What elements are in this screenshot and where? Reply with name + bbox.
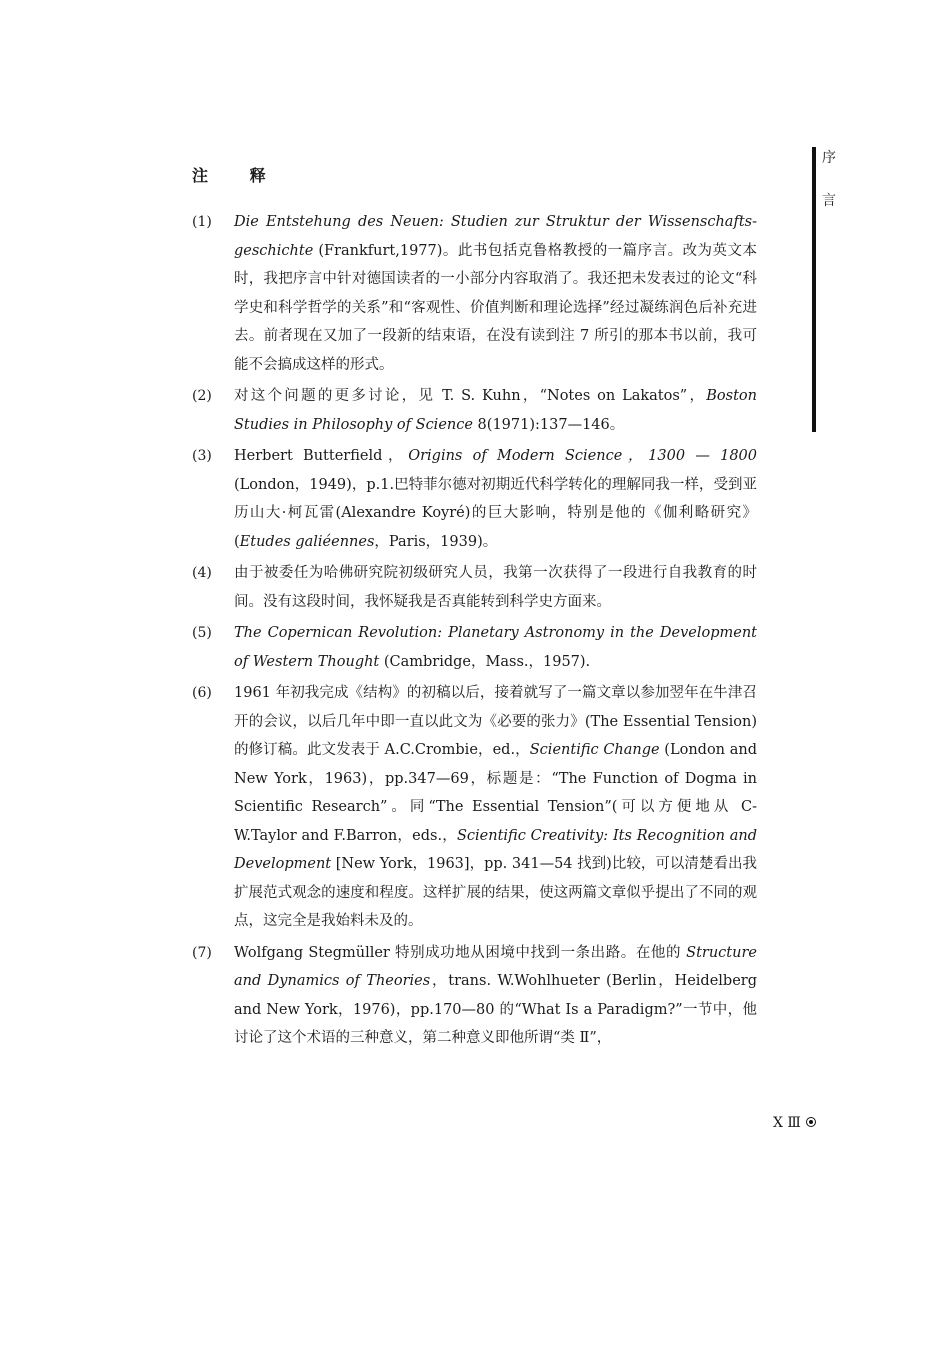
note-segment: Origins of Modern Science，1300 — 1800 bbox=[408, 448, 757, 464]
note-number: (7) bbox=[192, 944, 212, 961]
running-head-char-2: 言 bbox=[822, 193, 836, 209]
note-text bbox=[234, 619, 757, 676]
note-segment: 1961 年初我完成《结构》的初稿以后，接着就写了一篇文章以参加翌年在牛津召开的会议，以后几年中即一直以此文为《必要的张力》(The Essential Tension)的修订稿。此文发表于 A.C.Crombie，ed.， bbox=[234, 685, 757, 758]
note-segment: ，trans. W.Wohlhueter (Berlin，Heidelberg and New York，1976)，pp.170—80 的“What Is a Paradigm?”一节中，他讨论了这个术语的三种意义，第二种意义即他所谓“类 Ⅱ”， bbox=[234, 973, 757, 1046]
note-number: (4) bbox=[192, 565, 212, 581]
note-segment: Wolfgang Stegmüller 特别成功地从困境中找到一条出路。在他的 bbox=[234, 944, 687, 961]
note-number: (5) bbox=[192, 625, 212, 641]
note-segment: Scientific Change bbox=[529, 742, 660, 758]
page-number: Ⅹ Ⅲ bbox=[773, 1115, 801, 1131]
note-segment: 由于被委任为哈佛研究院初级研究人员，我第一次获得了一段进行自我教育的时间。没有这段时间，我怀疑我是否真能转到科学史方面来。 bbox=[234, 565, 757, 610]
note-6 bbox=[192, 679, 757, 936]
note-5 bbox=[192, 619, 757, 676]
note-segment: ，Paris，1939)。 bbox=[374, 533, 498, 550]
note-segment: 8(1971):137—146。 bbox=[472, 416, 625, 433]
note-segment: 对这个问题的更多讨论，见 T. S. Kuhn，“Notes on Lakatos”， bbox=[234, 388, 707, 404]
note-segment: Structure and Dynamics of Theories bbox=[234, 944, 757, 989]
notes-list bbox=[192, 208, 757, 1056]
section-heading: 注 释 bbox=[192, 166, 284, 185]
note-segment: The Copernican Revolution: Planetary Astronomy in the Development of Western Thought bbox=[234, 625, 757, 670]
note-number: (3) bbox=[192, 448, 212, 464]
note-7 bbox=[192, 939, 757, 1053]
note-segment: Die Entstehung des Neuen: Studien zur Struktur der Wissenschafts-geschichte bbox=[234, 214, 757, 259]
note-text bbox=[234, 559, 757, 616]
note-text bbox=[234, 939, 757, 1053]
note-text bbox=[234, 679, 757, 936]
note-segment: Scientific Creativity: Its Recognition and Development bbox=[234, 827, 757, 872]
note-text bbox=[234, 208, 757, 379]
note-segment: (London and New York，1963)，pp.347—69，标题是：“The Function of Dogma in Scientific Research”。同“The Essential Tension”(可以方便地从 C-W.Taylor and F.Barron，eds.， bbox=[234, 742, 757, 844]
note-text bbox=[234, 442, 757, 556]
note-2 bbox=[192, 382, 757, 439]
note-number: (1) bbox=[192, 214, 212, 230]
note-segment: Etudes galiéennes bbox=[239, 533, 375, 550]
note-3 bbox=[192, 442, 757, 556]
note-segment: Boston Studies in Philosophy of Science bbox=[234, 388, 757, 433]
note-segment: Herbert Butterfield， bbox=[234, 448, 409, 464]
note-segment: (London，1949)，p.1.巴特菲尔德对初期近代科学转化的理解同我一样，受到亚历山大·柯瓦雷(Alexandre Koyré)的巨大影响，特别是他的《伽利略研究》( bbox=[234, 476, 757, 550]
note-4 bbox=[192, 559, 757, 616]
note-segment: [New York，1963]，pp. 341—54 找到)比较，可以清楚看出我扩展范式观念的速度和程度。这样扩展的结果，使这两篇文章似乎提出了不同的观点，这完全是我始料未及的。 bbox=[234, 856, 757, 929]
note-segment: (Frankfurt,1977)。此书包括克鲁格教授的一篇序言。改为英文本时，我把序言中针对德国读者的一小部分内容取消了。我还把未发表过的论文“科学史和科学哲学的关系”和“客观性、价值判断和理论选择”经过凝练润色后补充进去。前者现在又加了一段新的结束语，在没有读到注 7 所引的那本书以前，我可能不会搞成这样的形式。 bbox=[234, 242, 757, 373]
note-number: (2) bbox=[192, 388, 212, 404]
margin-rule bbox=[812, 147, 816, 432]
note-number: (6) bbox=[192, 685, 212, 701]
note-text bbox=[234, 382, 757, 439]
note-1 bbox=[192, 208, 757, 379]
running-head-char-1: 序 bbox=[822, 150, 836, 166]
note-segment: (Cambridge，Mass.，1957). bbox=[379, 653, 591, 670]
bullet-ornament-icon bbox=[806, 1117, 816, 1127]
